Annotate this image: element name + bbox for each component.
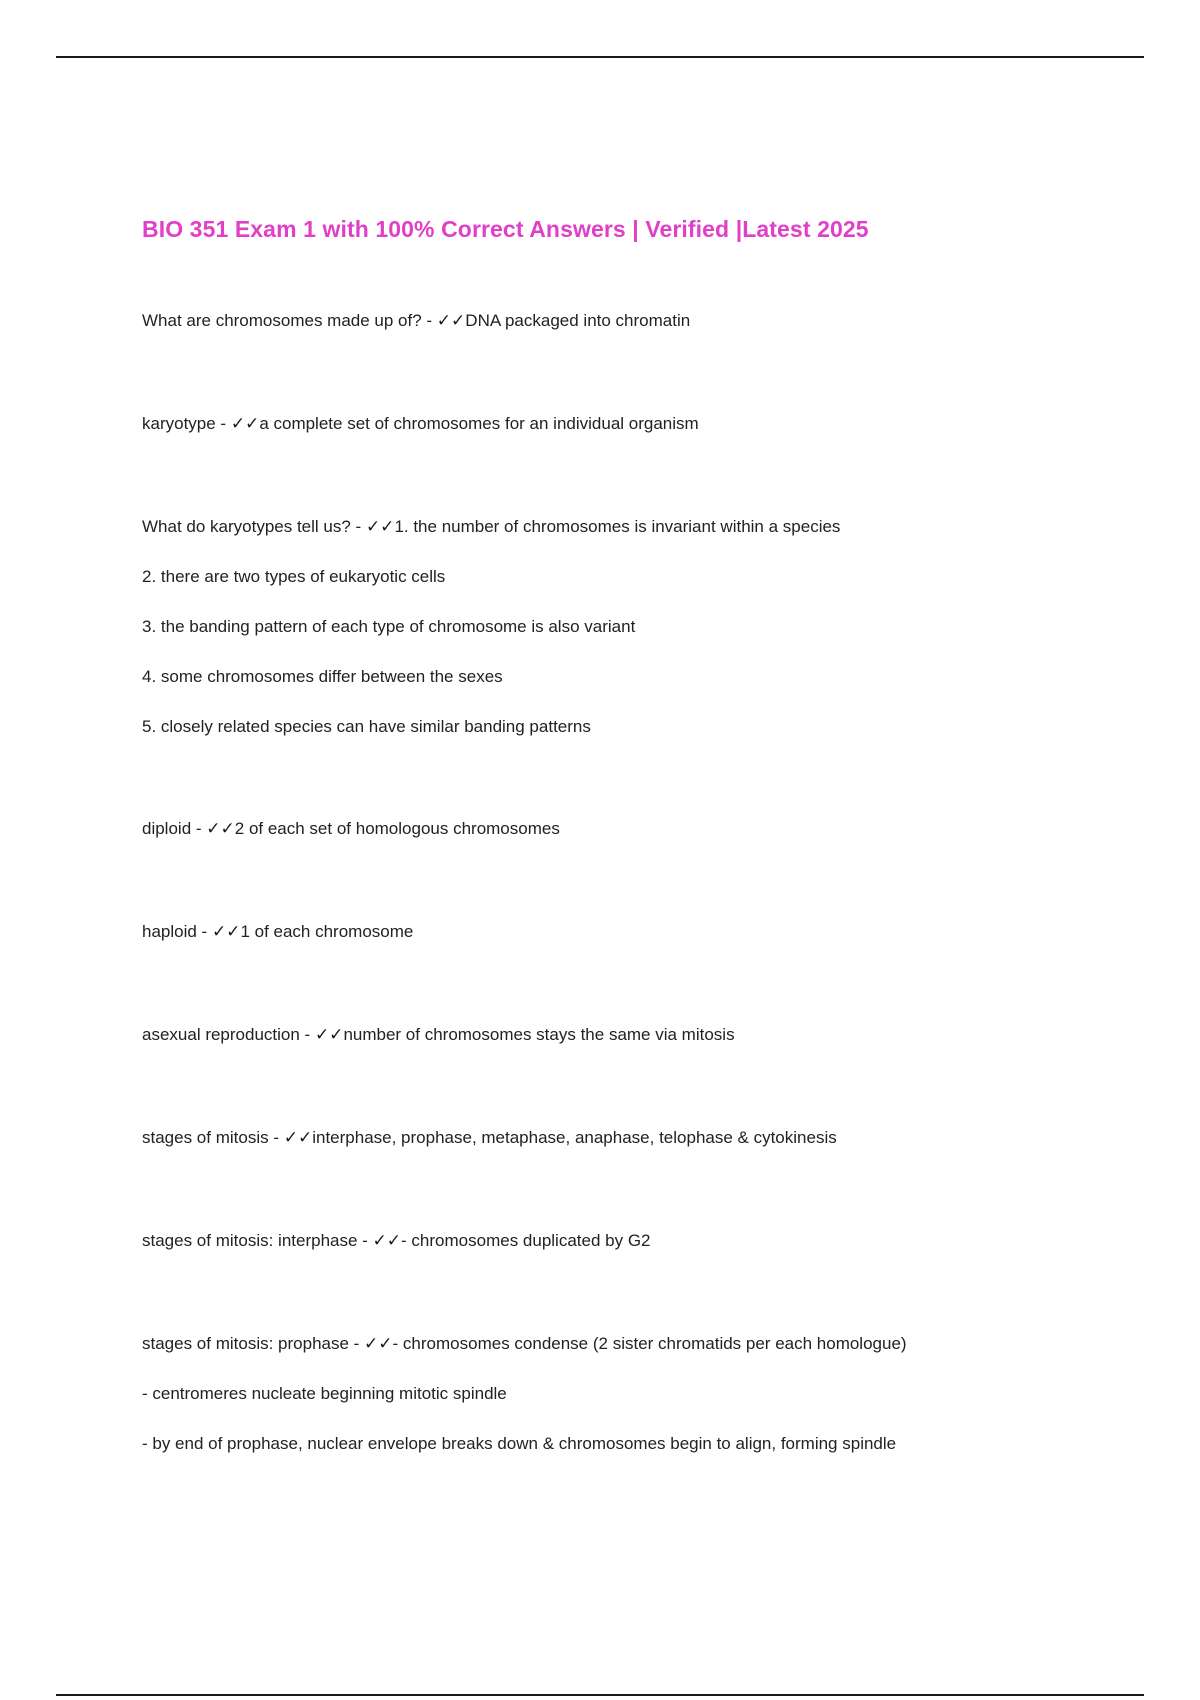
entry-term: karyotype - [142, 414, 231, 433]
list-item: 3. the banding pattern of each type of chromosome is also variant [142, 617, 636, 636]
qa-entry-prophase [142, 1333, 907, 1355]
double-check-icon: ✓✓ [365, 517, 395, 537]
entry-term: diploid - [142, 819, 207, 838]
entry-answer: a complete set of chromosomes for an individual organism [259, 414, 699, 433]
qa-entry-haploid [142, 921, 413, 943]
entry-term: What are chromosomes made up of? - [142, 311, 437, 330]
double-check-icon: ✓✓ [364, 1334, 393, 1354]
entry-answer: 1. the number of chromosomes is invariant within a species [394, 517, 841, 536]
entry-term: haploid - [142, 922, 212, 941]
list-item: 4. some chromosomes differ between the sexes [142, 667, 503, 686]
entry-term: stages of mitosis: interphase - [142, 1231, 373, 1250]
entry-answer: 1 of each chromosome [240, 922, 414, 941]
double-check-icon: ✓✓ [283, 1128, 313, 1148]
double-check-icon: ✓✓ [314, 1025, 344, 1045]
qa-entry-diploid [142, 818, 560, 840]
entry-term: stages of mitosis - [142, 1128, 284, 1147]
entry-answer: number of chromosomes stays the same via mitosis [343, 1025, 735, 1044]
qa-entry-karyotype [142, 413, 699, 435]
double-check-icon: ✓✓ [211, 922, 241, 942]
double-check-icon: ✓✓ [206, 819, 235, 839]
double-check-icon: ✓✓ [230, 414, 260, 434]
list-item: - by end of prophase, nuclear envelope breaks down & chromosomes begin to align, forming spindle [142, 1434, 897, 1453]
list-item: 5. closely related species can have similar banding patterns [142, 717, 591, 736]
entry-answer: interphase, prophase, metaphase, anaphase, telophase & cytokinesis [312, 1128, 837, 1147]
qa-entry-interphase [142, 1230, 651, 1252]
double-check-icon: ✓✓ [372, 1231, 402, 1251]
qa-entry-asexual-reproduction [142, 1024, 735, 1046]
entry-term: What do karyotypes tell us? - [142, 517, 366, 536]
entry-answer: - chromosomes duplicated by G2 [401, 1231, 651, 1250]
list-item: 2. there are two types of eukaryotic cells [142, 567, 446, 586]
qa-entry-chromosomes [142, 310, 690, 332]
entry-answer: 2 of each set of homologous chromosomes [234, 819, 560, 838]
entry-answer: DNA packaged into chromatin [465, 311, 691, 330]
qa-entry-karyotypes-tell [142, 516, 840, 538]
list-item: - centromeres nucleate beginning mitotic spindle [142, 1384, 507, 1403]
top-rule [56, 56, 1144, 58]
document-title: BIO 351 Exam 1 with 100% Correct Answers | Verified |Latest 2025 [142, 216, 869, 242]
qa-entry-stages-of-mitosis [142, 1127, 837, 1149]
bottom-rule [56, 1694, 1144, 1696]
entry-answer: - chromosomes condense (2 sister chromatids per each homologue) [392, 1334, 907, 1353]
entry-term: asexual reproduction - [142, 1025, 315, 1044]
entry-term: stages of mitosis: prophase - [142, 1334, 365, 1353]
double-check-icon: ✓✓ [436, 311, 466, 331]
